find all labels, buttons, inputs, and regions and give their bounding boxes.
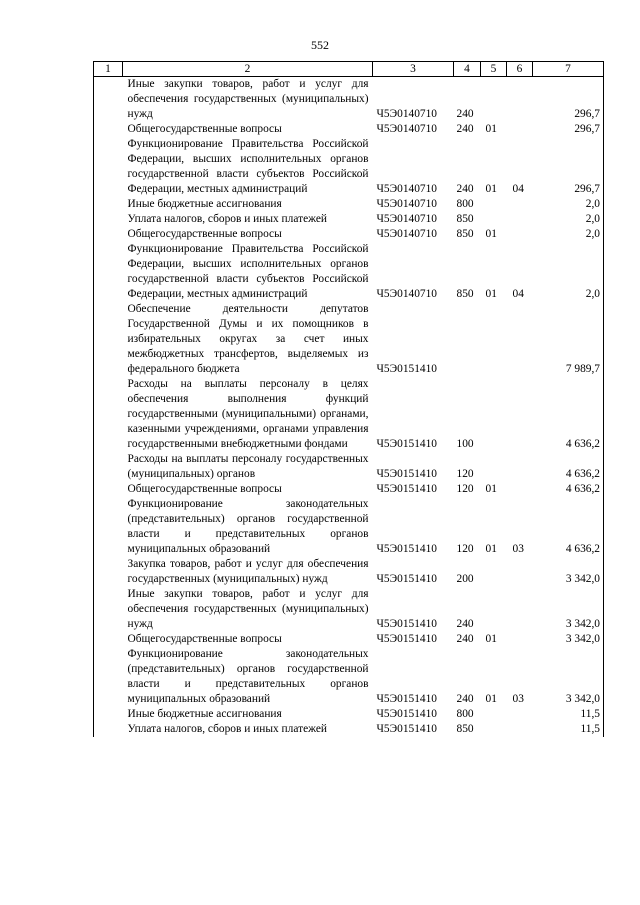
table-row: [94, 212, 604, 227]
row-amount: 296,7: [533, 137, 604, 197]
table-row: [94, 227, 604, 242]
row-amount: 2,0: [533, 212, 604, 227]
row-expense-type: 120: [456, 468, 474, 480]
row-target-code: Ч5Э0140710: [376, 213, 437, 225]
row-subsection: [507, 452, 533, 482]
row-amount: 11,5: [533, 707, 604, 722]
row-target-code: Ч5Э0140710: [376, 123, 437, 135]
row-name: Уплата налогов, сборов и иных платежей: [127, 723, 327, 735]
row-section: [481, 77, 507, 123]
row-target-code: Ч5Э0140710: [376, 228, 437, 240]
row-section: 01: [485, 183, 497, 195]
row-name: Расходы на выплаты персоналу в целях обеспечения выполнения функций государственными (муниципальными) органами, казенными учреждениями, органами управления государственными внебюджетными фондами: [127, 378, 369, 450]
row-section: [481, 707, 507, 722]
table-row: [94, 632, 604, 647]
row-section: [481, 587, 507, 632]
row-expense-type: 100: [456, 438, 474, 450]
row-subsection: 04: [512, 288, 524, 300]
row-section: [481, 722, 507, 737]
row-subsection: [507, 212, 533, 227]
header-col-5: 5: [481, 62, 507, 77]
row-subsection: [507, 227, 533, 242]
row-name: Уплата налогов, сборов и иных платежей: [127, 213, 327, 225]
row-expense-type: 240: [456, 618, 474, 630]
row-expense-type: 240: [456, 183, 474, 195]
row-section: 01: [485, 123, 497, 135]
row-name: Иные закупки товаров, работ и услуг для обеспечения государственных (муниципальных) нужд: [127, 588, 369, 630]
row-name: Функционирование законодательных (представительных) органов государственной власти и представительных органов муниципальных образований: [127, 648, 369, 705]
row-subsection: [507, 557, 533, 587]
row-target-code: Ч5Э0151410: [376, 573, 437, 585]
table-row: [94, 482, 604, 497]
row-expense-type: 240: [456, 633, 474, 645]
row-section: 01: [485, 228, 497, 240]
row-target-code: Ч5Э0151410: [376, 363, 437, 375]
page-number: 552: [311, 38, 329, 52]
row-subsection: [507, 587, 533, 632]
row-index-cell: [94, 212, 123, 227]
row-name: Иные бюджетные ассигнования: [127, 708, 282, 720]
row-section: 01: [485, 288, 497, 300]
row-target-code: Ч5Э0151410: [376, 708, 437, 720]
row-index-cell: [94, 632, 123, 647]
row-expense-type: 800: [456, 708, 474, 720]
row-amount: 2,0: [533, 197, 604, 212]
row-subsection: 04: [512, 183, 524, 195]
row-target-code: Ч5Э0151410: [376, 723, 437, 735]
row-subsection: [507, 707, 533, 722]
row-index-cell: [94, 122, 123, 137]
row-index-cell: [94, 227, 123, 242]
row-name: Общегосударственные вопросы: [127, 633, 282, 645]
table-row: [94, 497, 604, 557]
row-section: [481, 377, 507, 452]
row-section: [481, 302, 507, 377]
row-amount: 3 342,0: [533, 557, 604, 587]
row-subsection: [507, 122, 533, 137]
row-target-code: Ч5Э0151410: [376, 633, 437, 645]
row-index-cell: [94, 452, 123, 482]
row-subsection: [507, 197, 533, 212]
header-col-1: 1: [94, 62, 123, 77]
row-target-code: Ч5Э0151410: [376, 483, 437, 495]
row-subsection: 03: [512, 543, 524, 555]
row-index-cell: [94, 77, 123, 123]
row-index-cell: [94, 587, 123, 632]
row-name: Функционирование Правительства Российской Федерации, высших исполнительных органов государственной власти субъектов Российской Федерации, местных администраций: [127, 138, 369, 195]
row-index-cell: [94, 707, 123, 722]
row-section: [481, 212, 507, 227]
row-amount: 3 342,0: [533, 632, 604, 647]
row-target-code: Ч5Э0151410: [376, 618, 437, 630]
row-section: [481, 452, 507, 482]
row-index-cell: [94, 197, 123, 212]
row-target-code: Ч5Э0140710: [376, 183, 437, 195]
table-row: [94, 242, 604, 302]
row-name: Общегосударственные вопросы: [127, 483, 282, 495]
row-index-cell: [94, 242, 123, 302]
row-target-code: Ч5Э0151410: [376, 543, 437, 555]
row-section: 01: [485, 633, 497, 645]
row-amount: 3 342,0: [533, 647, 604, 707]
row-subsection: [507, 302, 533, 377]
row-target-code: Ч5Э0151410: [376, 438, 437, 450]
row-amount: 3 342,0: [533, 587, 604, 632]
header-col-4: 4: [454, 62, 481, 77]
row-index-cell: [94, 647, 123, 707]
table-row: [94, 122, 604, 137]
row-index-cell: [94, 377, 123, 452]
row-amount: 2,0: [533, 227, 604, 242]
row-name: Функционирование Правительства Российской Федерации, высших исполнительных органов государственной власти субъектов Российской Федерации, местных администраций: [127, 243, 369, 300]
row-expense-type: [454, 302, 481, 377]
row-name: Общегосударственные вопросы: [127, 123, 282, 135]
row-name: Общегосударственные вопросы: [127, 228, 282, 240]
header-col-2: 2: [123, 62, 373, 77]
row-name: Расходы на выплаты персоналу государственных (муниципальных) органов: [127, 453, 369, 480]
row-expense-type: 120: [456, 543, 474, 555]
row-section: 01: [485, 483, 497, 495]
row-amount: 4 636,2: [533, 497, 604, 557]
row-amount: 296,7: [533, 122, 604, 137]
row-target-code: Ч5Э0140710: [376, 108, 437, 120]
row-expense-type: 200: [456, 573, 474, 585]
row-expense-type: 850: [456, 228, 474, 240]
row-name: Функционирование законодательных (представительных) органов государственной власти и представительных органов муниципальных образований: [127, 498, 369, 555]
row-subsection: [507, 482, 533, 497]
row-name: Иные закупки товаров, работ и услуг для обеспечения государственных (муниципальных) нужд: [127, 78, 369, 120]
row-subsection: [507, 632, 533, 647]
header-row: [94, 62, 604, 77]
table-row: [94, 197, 604, 212]
table-row: [94, 647, 604, 707]
row-section: 01: [485, 693, 497, 705]
row-subsection: [507, 77, 533, 123]
table-row: [94, 707, 604, 722]
row-expense-type: 800: [456, 198, 474, 210]
table-row: [94, 452, 604, 482]
row-index-cell: [94, 482, 123, 497]
row-target-code: Ч5Э0140710: [376, 288, 437, 300]
row-name: Обеспечение деятельности депутатов Государственной Думы и их помощников в избирательных округах за счет иных межбюджетных трансфертов, выделяемых из федерального бюджета: [127, 303, 369, 375]
row-amount: 2,0: [533, 242, 604, 302]
row-index-cell: [94, 137, 123, 197]
row-index-cell: [94, 557, 123, 587]
row-amount: 11,5: [533, 722, 604, 737]
header-col-6: 6: [507, 62, 533, 77]
table-row: [94, 302, 604, 377]
table-body: [94, 77, 604, 738]
row-amount: 4 636,2: [533, 482, 604, 497]
row-expense-type: 240: [456, 108, 474, 120]
row-expense-type: 850: [456, 723, 474, 735]
table-row: [94, 137, 604, 197]
row-name: Иные бюджетные ассигнования: [127, 198, 282, 210]
row-expense-type: 850: [456, 213, 474, 225]
row-target-code: Ч5Э0151410: [376, 693, 437, 705]
row-expense-type: 120: [456, 483, 474, 495]
row-target-code: Ч5Э0151410: [376, 468, 437, 480]
header-col-3: 3: [373, 62, 454, 77]
table-row: [94, 587, 604, 632]
row-expense-type: 240: [456, 693, 474, 705]
row-section: [481, 197, 507, 212]
row-amount: 7 989,7: [533, 302, 604, 377]
row-expense-type: 240: [456, 123, 474, 135]
row-index-cell: [94, 302, 123, 377]
table-row: [94, 377, 604, 452]
table-row: [94, 557, 604, 587]
header-col-7: 7: [533, 62, 604, 77]
row-section: 01: [485, 543, 497, 555]
row-section: [481, 557, 507, 587]
row-target-code: Ч5Э0140710: [376, 198, 437, 210]
row-amount: 4 636,2: [533, 377, 604, 452]
row-name: Закупка товаров, работ и услуг для обеспечения государственных (муниципальных) нужд: [127, 558, 369, 585]
table-row: [94, 722, 604, 737]
row-subsection: [507, 722, 533, 737]
row-index-cell: [94, 722, 123, 737]
budget-table: [93, 61, 604, 737]
row-subsection: 03: [512, 693, 524, 705]
row-index-cell: [94, 497, 123, 557]
row-amount: 4 636,2: [533, 452, 604, 482]
row-subsection: [507, 377, 533, 452]
row-amount: 296,7: [533, 77, 604, 123]
row-expense-type: 850: [456, 288, 474, 300]
table-row: [94, 77, 604, 123]
